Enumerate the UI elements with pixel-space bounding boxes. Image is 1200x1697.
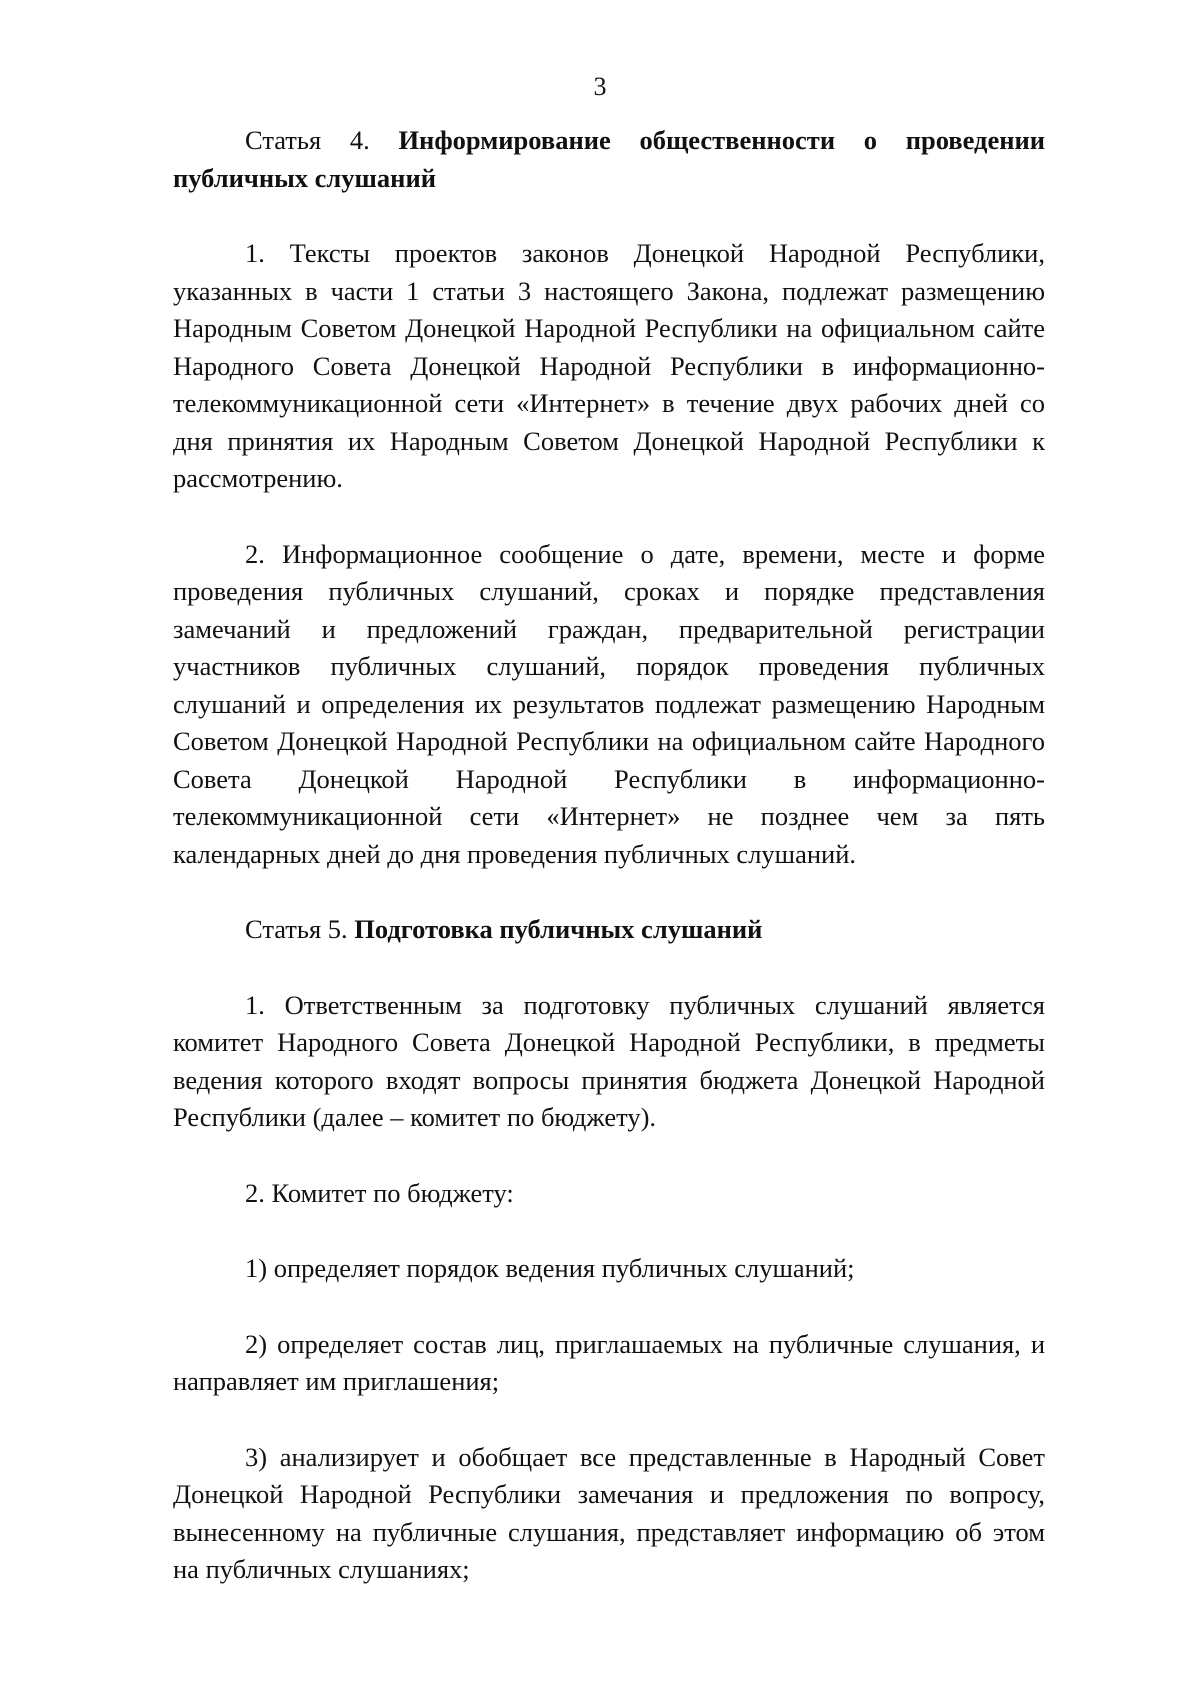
article-5-paragraph-2: 2. Комитет по бюджету: — [245, 1177, 514, 1208]
article-5-item-1: 1) определяет порядок ведения публичных слушаний; — [245, 1253, 855, 1283]
article-5-item-2: 2) определяет состав лиц, приглашаемых на публичные слушания, и направляет им приглашения; — [173, 1328, 1045, 1396]
article-5-paragraph-1: 1. Ответственным за подготовку публичных слушаний является комитет Народного Совета Донецкой Народной Республики, в предметы ведения которого входят вопросы принятия бюджета Донецкой Народной Республики (далее – комитет по бюджету). — [173, 989, 1045, 1132]
article-5-label: Статья 5. — [245, 914, 348, 944]
document-body — [173, 122, 1045, 1589]
article-4-title: Информирование общественности о проведении публичных слушаний — [173, 125, 1046, 193]
article-4-heading — [173, 122, 1045, 197]
article-4-paragraph-1: 1. Тексты проектов законов Донецкой Народной Республики, указанных в части 1 статьи 3 настоящего Закона, подлежат размещению Народным Советом Донецкой Народной Республики на официальном сайте Народного Совета Донецкой Народной Республики в информационно-телекоммуникационной сети «Интернет» в течение двух рабочих дней со дня принятия их Народным Советом Донецкой Народной Республики к рассмотрению. — [173, 238, 1045, 493]
article-5-heading — [173, 911, 1045, 949]
article-4-paragraph-2: 2. Информационное сообщение о дате, времени, месте и форме проведения публичных слушаний, сроках и порядке представления замечаний и предложений граждан, предварительной регистрации участников публичных слушаний, порядок проведения публичных слушаний и определения их результатов подлежат размещению Народным Советом Донецкой Народной Республики на официальном сайте Народного Совета Донецкой Народной Республики в информационно-телекоммуникационной сети «Интернет» не позднее чем за пять календарных дней до дня проведения публичных слушаний. — [173, 538, 1045, 869]
article-4-label: Статья 4. — [245, 125, 370, 155]
article-5-title: Подготовка публичных слушаний — [354, 914, 763, 944]
article-5-item-3: 3) анализирует и обобщает все представленные в Народный Совет Донецкой Народной Республики замечания и предложения по вопросу, вынесенному на публичные слушания, представляет информацию об этом на публичных слушаниях; — [173, 1441, 1045, 1584]
page-number: 3 — [593, 72, 607, 101]
